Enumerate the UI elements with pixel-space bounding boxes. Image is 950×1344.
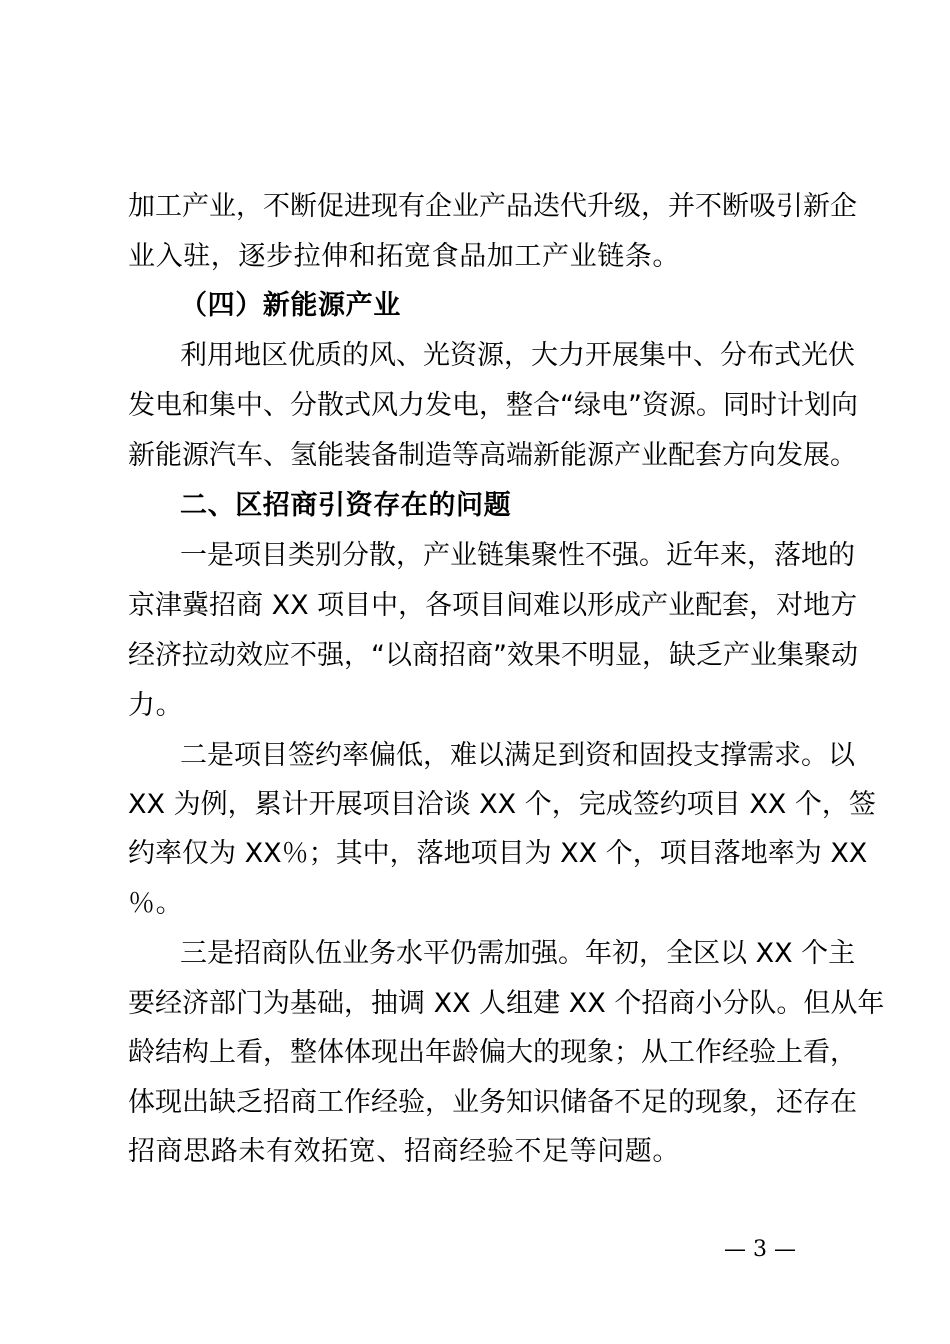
paragraph-line: 一是项目类别分散，产业链集聚性不强。近年来，落地的 (180, 540, 855, 571)
paragraph-line: 体现出缺乏招商工作经验，业务知识储备不足的现象，还存在 (128, 1087, 857, 1118)
paragraph-line: 业入驻，逐步拉伸和拓宽食品加工产业链条。 (128, 241, 680, 272)
paragraph-line: 力。 (128, 690, 184, 721)
paragraph-line: 三是招商队伍业务水平仍需加强。年初，全区以 XX 个主 (180, 938, 856, 969)
paragraph-line: 新能源汽车、氢能装备制造等高端新能源产业配套方向发展。 (128, 440, 857, 471)
paragraph-line: 经济拉动效应不强，“以商招商”效果不明显，缺乏产业集聚动 (128, 640, 858, 671)
paragraph-line: 二是项目签约率偏低，难以满足到资和固投支撑需求。以 (180, 740, 855, 771)
paragraph-line: 利用地区优质的风、光资源，大力开展集中、分布式光伏 (180, 340, 855, 371)
paragraph-line: ％。 (128, 888, 184, 919)
paragraph-line: 招商思路未有效拓宽、招商经验不足等问题。 (128, 1136, 680, 1167)
paragraph-line: 发电和集中、分散式风力发电，整合“绿电”资源。同时计划向 (128, 390, 858, 421)
paragraph-line: 约率仅为 XX％；其中，落地项目为 XX 个，项目落地率为 XX (128, 838, 868, 869)
page-number: — 3 — (724, 1237, 796, 1262)
paragraph-line: 龄结构上看，整体体现出年龄偏大的现象；从工作经验上看， (128, 1037, 857, 1068)
paragraph-line: 要经济部门为基础，抽调 XX 人组建 XX 个招商小分队。但从年 (128, 988, 885, 1019)
paragraph-line: 加工产业，不断促进现有企业产品迭代升级，并不断吸引新企 (128, 191, 857, 222)
section-heading: （四）新能源产业 (180, 290, 401, 321)
paragraph-line: XX 为例，累计开展项目洽谈 XX 个，完成签约项目 XX 个，签 (128, 789, 876, 820)
section-heading: 二、区招商引资存在的问题 (180, 490, 512, 521)
paragraph-line: 京津冀招商 XX 项目中，各项目间难以形成产业配套，对地方 (128, 590, 858, 621)
